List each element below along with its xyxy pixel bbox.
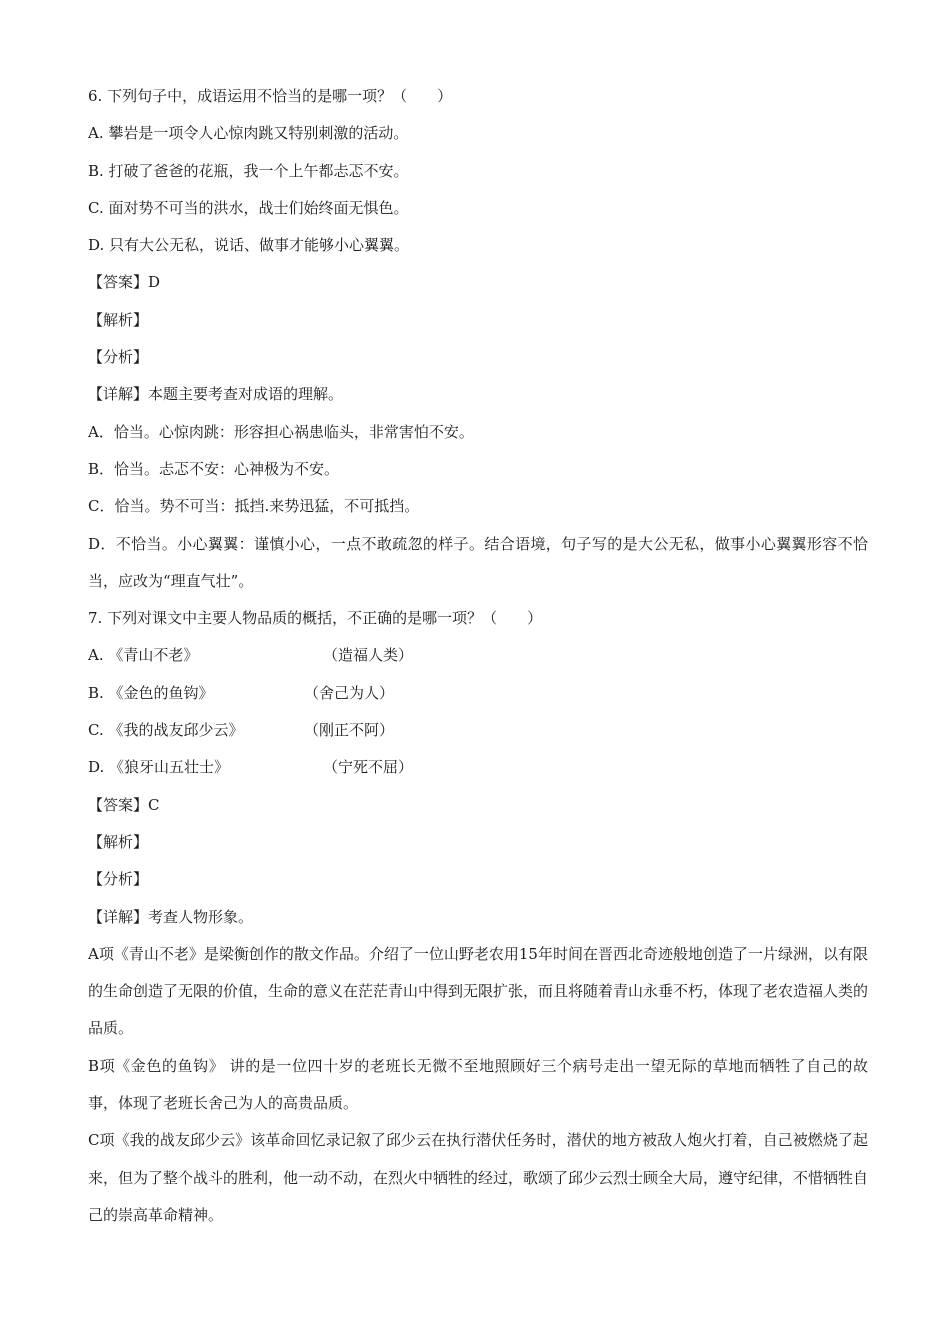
q7-option-a	[88, 637, 868, 674]
q7-detail: 【详解】考查人物形象。	[88, 907, 254, 926]
q6-option-c: C. 面对势不可当的洪水，战士们始终面无惧色。	[88, 198, 409, 217]
q6-explanation-d: D．不恰当。小心翼翼：谨慎小心，一点不敢疏忽的样子。结合语境，句子写的是大公无私，做事小心翼翼形容不恰当，应改为“理直气壮”。	[88, 534, 868, 590]
q6-explanation-a: A．恰当。心惊肉跳：形容担心祸患临头，非常害怕不安。	[88, 422, 474, 441]
q7-option-c-title: C. 《我的战友邱少云》	[88, 721, 244, 740]
q6-analysis-heading: 【解析】	[88, 310, 149, 329]
document-page	[88, 78, 868, 1234]
q7-option-c	[88, 712, 868, 749]
q7-answer: 【答案】C	[88, 795, 160, 814]
q7-option-b	[88, 675, 868, 712]
question-6-stem: 6. 下列句子中，成语运用不恰当的是哪一项？（ ）	[88, 87, 453, 105]
q6-explanation-c: C．恰当。势不可当：抵挡.来势迅猛，不可抵挡。	[88, 497, 420, 516]
q7-explanation-a: A项《青山不老》是梁衡创作的散文作品。介绍了一位山野老农用15年时间在晋西北奇迹般地创造了一片绿洲，以有限的生命创造了无限的价值，生命的意义在茫茫青山中得到无限扩张，而且将随着青山永垂不朽，体现了老农造福人类的品质。	[88, 944, 869, 1038]
q7-option-c-trait: （刚正不阿）	[304, 721, 395, 740]
q7-analysis-heading: 【解析】	[88, 832, 149, 851]
q7-option-b-trait: （舍己为人）	[304, 683, 395, 702]
q6-detail: 【详解】本题主要考查对成语的理解。	[88, 385, 344, 404]
q6-breakdown-heading: 【分析】	[88, 348, 149, 367]
q7-option-d-title: D. 《狼牙山五壮士》	[88, 758, 230, 777]
q7-option-d	[88, 749, 868, 786]
q7-explanation-c: C项《我的战友邱少云》该革命回忆录记叙了邱少云在执行潜伏任务时，潜伏的地方被敌人炮火打着，自己被燃烧了起来，但为了整个战斗的胜利，他一动不动，在烈火中牺牲的经过，歌颂了邱少云烈士顾全大局，遵守纪律，不惜牺牲自己的崇高革命精神。	[88, 1131, 869, 1224]
q6-option-d: D. 只有大公无私，说话、做事才能够小心翼翼。	[88, 236, 410, 255]
q7-option-b-title: B. 《金色的鱼钩》	[88, 683, 214, 702]
q7-option-a-title: A. 《青山不老》	[88, 646, 199, 665]
q6-explanation-b: B．恰当。忐忑不安：心神极为不安。	[88, 459, 340, 478]
q7-explanation-b: B项《金色的鱼钩》 讲的是一位四十岁的老班长无微不至地照顾好三个病号走出一望无际的草地而牺牲了自己的故事，体现了老班长舍己为人的高贵品质。	[88, 1056, 868, 1113]
q6-option-b: B. 打破了爸爸的花瓶，我一个上午都忐忑不安。	[88, 161, 409, 180]
q7-option-a-trait: （造福人类）	[323, 646, 414, 665]
q7-option-d-trait: （宁死不屈）	[323, 758, 414, 777]
q6-answer: 【答案】D	[88, 273, 161, 292]
q7-breakdown-heading: 【分析】	[88, 870, 149, 889]
q6-option-a: A. 攀岩是一项令人心惊肉跳又特别刺激的活动。	[88, 124, 409, 143]
question-7-stem: 7. 下列对课文中主要人物品质的概括，不正确的是哪一项？（ ）	[88, 609, 543, 628]
